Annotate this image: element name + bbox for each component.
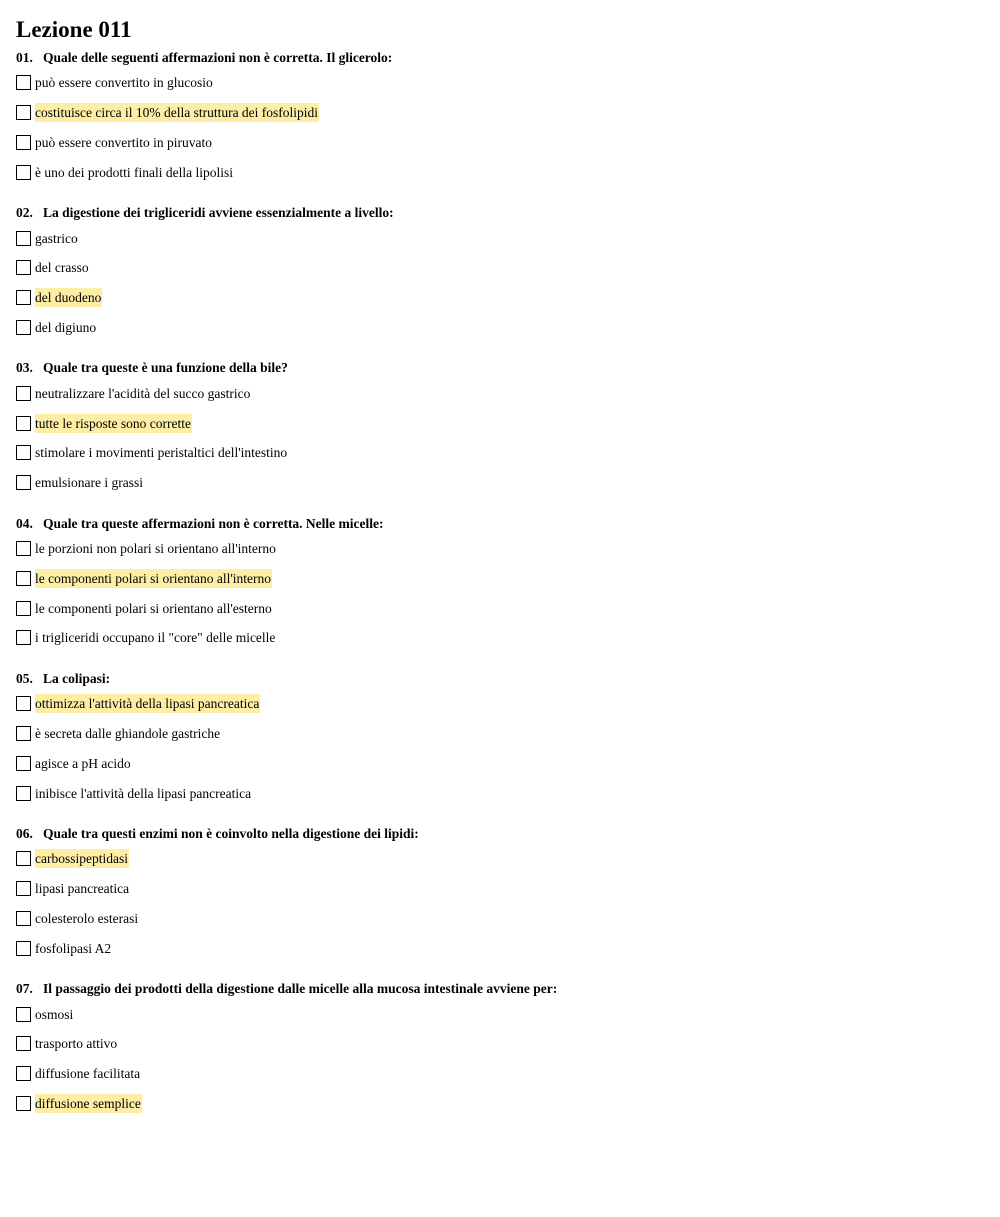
question-heading: [16, 514, 984, 534]
answer-checkbox[interactable]: [16, 851, 31, 866]
question-heading: [16, 824, 984, 844]
question-spacer: [16, 808, 984, 822]
answer-checkbox[interactable]: [16, 75, 31, 90]
question-heading: [16, 669, 984, 689]
answer-option[interactable]: [16, 408, 984, 438]
answer-text: neutralizzare l'acidità del succo gastrico: [35, 385, 251, 401]
question-heading: [16, 48, 984, 68]
answer-option[interactable]: [16, 534, 984, 564]
answer-option[interactable]: [16, 68, 984, 98]
question-spacer: [16, 342, 984, 356]
answer-checkbox[interactable]: [16, 320, 31, 335]
question-spacer: [16, 653, 984, 667]
answer-text-highlighted: del duodeno: [35, 290, 102, 306]
answer-checkbox[interactable]: [16, 416, 31, 431]
question-text: Quale tra queste affermazioni non è corretta. Nelle micelle:: [43, 515, 384, 531]
question-text: Quale tra questi enzimi non è coinvolto nella digestione dei lipidi:: [43, 825, 419, 841]
answer-text-highlighted: ottimizza l'attività della lipasi pancreatica: [35, 696, 260, 712]
answer-option[interactable]: [16, 1029, 984, 1059]
answer-option[interactable]: [16, 128, 984, 158]
question-7: [16, 979, 984, 1118]
answer-option[interactable]: [16, 999, 984, 1029]
question-number: 07.: [16, 981, 33, 997]
answer-option[interactable]: [16, 623, 984, 653]
question-5: [16, 669, 984, 822]
question-3: [16, 358, 984, 511]
answer-text: fosfolipasi A2: [35, 940, 112, 956]
answer-text-highlighted: carbossipeptidasi: [35, 851, 128, 867]
answer-option[interactable]: [16, 98, 984, 128]
question-text: La digestione dei trigliceridi avviene essenzialmente a livello:: [43, 205, 394, 221]
question-list: [16, 48, 984, 1118]
answer-option[interactable]: [16, 748, 984, 778]
question-text: Quale delle seguenti affermazioni non è corretta. Il glicerolo:: [43, 50, 393, 65]
answer-option[interactable]: [16, 223, 984, 253]
answer-text: agisce a pH acido: [35, 755, 131, 771]
answer-text: gastrico: [35, 230, 78, 246]
answer-checkbox[interactable]: [16, 571, 31, 586]
answer-checkbox[interactable]: [16, 260, 31, 275]
answer-text: lipasi pancreatica: [35, 881, 130, 897]
question-heading: [16, 979, 984, 999]
answer-option[interactable]: [16, 468, 984, 498]
answer-checkbox[interactable]: [16, 445, 31, 460]
answer-text: del digiuno: [35, 319, 97, 335]
question-4: [16, 514, 984, 667]
answer-text: diffusione facilitata: [35, 1066, 141, 1082]
page-title: Lezione 011: [16, 17, 132, 42]
answer-checkbox[interactable]: [16, 786, 31, 801]
answer-option[interactable]: [16, 689, 984, 719]
answer-option[interactable]: [16, 874, 984, 904]
answer-option[interactable]: [16, 438, 984, 468]
answer-option[interactable]: [16, 283, 984, 313]
answer-checkbox[interactable]: [16, 756, 31, 771]
question-2: [16, 203, 984, 356]
question-spacer: [16, 963, 984, 977]
question-number: 05.: [16, 670, 33, 686]
answer-option[interactable]: [16, 313, 984, 343]
answer-option[interactable]: [16, 1089, 984, 1119]
answer-text-highlighted: le componenti polari si orientano all'interno: [35, 570, 271, 586]
answer-checkbox[interactable]: [16, 1036, 31, 1051]
answer-option[interactable]: [16, 378, 984, 408]
answer-checkbox[interactable]: [16, 941, 31, 956]
answer-text-highlighted: diffusione semplice: [35, 1095, 141, 1111]
answer-checkbox[interactable]: [16, 135, 31, 150]
answer-checkbox[interactable]: [16, 386, 31, 401]
answer-text: stimolare i movimenti peristaltici dell'intestino: [35, 445, 288, 461]
answer-checkbox[interactable]: [16, 105, 31, 120]
quiz-page: [16, 16, 984, 1118]
answer-text: le porzioni non polari si orientano all'interno: [35, 540, 276, 556]
question-number: 06.: [16, 825, 33, 841]
answer-checkbox[interactable]: [16, 726, 31, 741]
answer-option[interactable]: [16, 904, 984, 934]
answer-text: osmosi: [35, 1006, 74, 1022]
answer-text: può essere convertito in piruvato: [35, 134, 212, 150]
answer-option[interactable]: [16, 719, 984, 749]
answer-option[interactable]: [16, 844, 984, 874]
answer-checkbox[interactable]: [16, 165, 31, 180]
question-1: [16, 48, 984, 201]
answer-checkbox[interactable]: [16, 231, 31, 246]
answer-text: inibisce l'attività della lipasi pancreatica: [35, 785, 252, 801]
answer-checkbox[interactable]: [16, 290, 31, 305]
question-6: [16, 824, 984, 977]
question-spacer: [16, 498, 984, 512]
answer-checkbox[interactable]: [16, 630, 31, 645]
answer-text-highlighted: tutte le risposte sono corrette: [35, 415, 191, 431]
question-number: 02.: [16, 205, 33, 221]
answer-text: i trigliceridi occupano il "core" delle micelle: [35, 630, 276, 646]
answer-text: emulsionare i grassi: [35, 475, 143, 491]
answer-text: le componenti polari si orientano all'esterno: [35, 600, 272, 616]
question-number: 01.: [16, 50, 33, 65]
answer-text: colesterolo esterasi: [35, 910, 139, 926]
answer-text: del crasso: [35, 260, 89, 276]
answer-text-highlighted: costituisce circa il 10% della struttura dei fosfolipidi: [35, 105, 319, 121]
answer-option[interactable]: [16, 593, 984, 623]
answer-option[interactable]: [16, 778, 984, 808]
answer-checkbox[interactable]: [16, 1007, 31, 1022]
answer-option[interactable]: [16, 563, 984, 593]
answer-checkbox[interactable]: [16, 1096, 31, 1111]
question-number: 04.: [16, 515, 33, 531]
question-number: 03.: [16, 360, 33, 376]
question-heading: [16, 358, 984, 378]
answer-text: è secreta dalle ghiandole gastriche: [35, 725, 221, 741]
question-text: Quale tra queste è una funzione della bile?: [43, 360, 288, 376]
answer-checkbox[interactable]: [16, 881, 31, 896]
answer-text: è uno dei prodotti finali della lipolisi: [35, 164, 233, 180]
answer-option[interactable]: [16, 157, 984, 187]
question-text: Il passaggio dei prodotti della digestione dalle micelle alla mucosa intestinale avviene per:: [43, 981, 558, 997]
question-heading: [16, 203, 984, 223]
answer-checkbox[interactable]: [16, 1066, 31, 1081]
answer-checkbox[interactable]: [16, 911, 31, 926]
answer-option[interactable]: [16, 933, 984, 963]
answer-text: trasporto attivo: [35, 1036, 118, 1052]
answer-checkbox[interactable]: [16, 475, 31, 490]
answer-option[interactable]: [16, 1059, 984, 1089]
answer-checkbox[interactable]: [16, 696, 31, 711]
answer-checkbox[interactable]: [16, 541, 31, 556]
question-text: La colipasi:: [43, 670, 111, 686]
answer-option[interactable]: [16, 253, 984, 283]
answer-text: può essere convertito in glucosio: [35, 75, 213, 91]
question-spacer: [16, 187, 984, 201]
answer-checkbox[interactable]: [16, 601, 31, 616]
